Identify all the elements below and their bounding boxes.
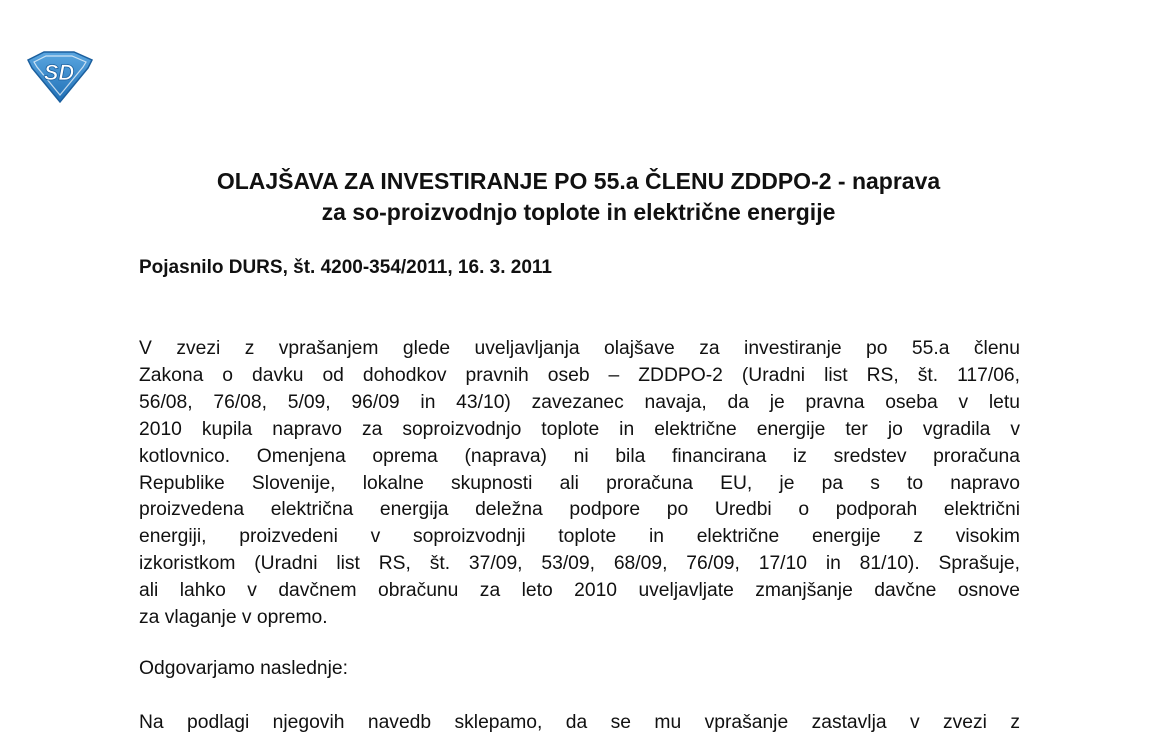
title-line-1: OLAJŠAVA ZA INVESTIRANJE PO 55.a ČLENU ZDDPO-2 - naprava: [216, 168, 941, 194]
page-title: [100, 166, 1057, 228]
paragraph-line: V zvezi z vprašanjem glede uveljavljanja olajšave za investiranje po 55.a členu: [139, 338, 1020, 359]
svg-text:SD: SD: [43, 60, 75, 85]
paragraph-line: za vlaganje v opremo.: [139, 607, 328, 629]
document-reference: Pojasnilo DURS, št. 4200-354/2011, 16. 3. 2011: [139, 257, 552, 278]
paragraph-question: [139, 336, 1020, 632]
paragraph-line: Zakona o davku od dohodkov pravnih oseb – ZDDPO-2 (Uradni list RS, št. 117/06,: [139, 364, 1020, 386]
paragraph-line: izkoristkom (Uradni list RS, št. 37/09, 53/09, 68/09, 76/09, 17/10 in 81/10). Sprašuje,: [139, 553, 1020, 575]
paragraph-line: ali lahko v davčnem obračunu za leto 2010 uveljavljate zmanjšanje davčne osnove: [139, 580, 1020, 602]
paragraph-line: 56/08, 76/08, 5/09, 96/09 in 43/10) zavezanec navaja, da je pravna oseba v letu: [139, 391, 1020, 413]
sd-shield-logo-icon: [22, 50, 96, 104]
paragraph-line: Na podlagi njegovih navedb sklepamo, da se mu vprašanje zastavlja v zvezi z: [139, 712, 1020, 733]
paragraph-line: energiji, proizvedeni v soproizvodnji toplote in električne energije z visokim: [139, 526, 1020, 548]
paragraph-line: kotlovnico. Omenjena oprema (naprava) ni bila financirana iz sredstev proračuna: [139, 445, 1020, 467]
paragraph-line: Republike Slovenije, lokalne skupnosti ali proračuna EU, je pa s to napravo: [139, 472, 1020, 494]
paragraph-line: proizvedena električna energija deležna podpore po Uredbi o podporah električni: [139, 499, 1020, 521]
paragraph-answer: [139, 710, 1020, 737]
title-line-2: za so-proizvodnjo toplote in električne energije: [321, 199, 836, 225]
paragraph-answer-intro: Odgovarjamo naslednje:: [139, 658, 349, 679]
paragraph-line: 2010 kupila napravo za soproizvodnjo toplote in električne energije ter jo vgradila v: [139, 418, 1020, 440]
